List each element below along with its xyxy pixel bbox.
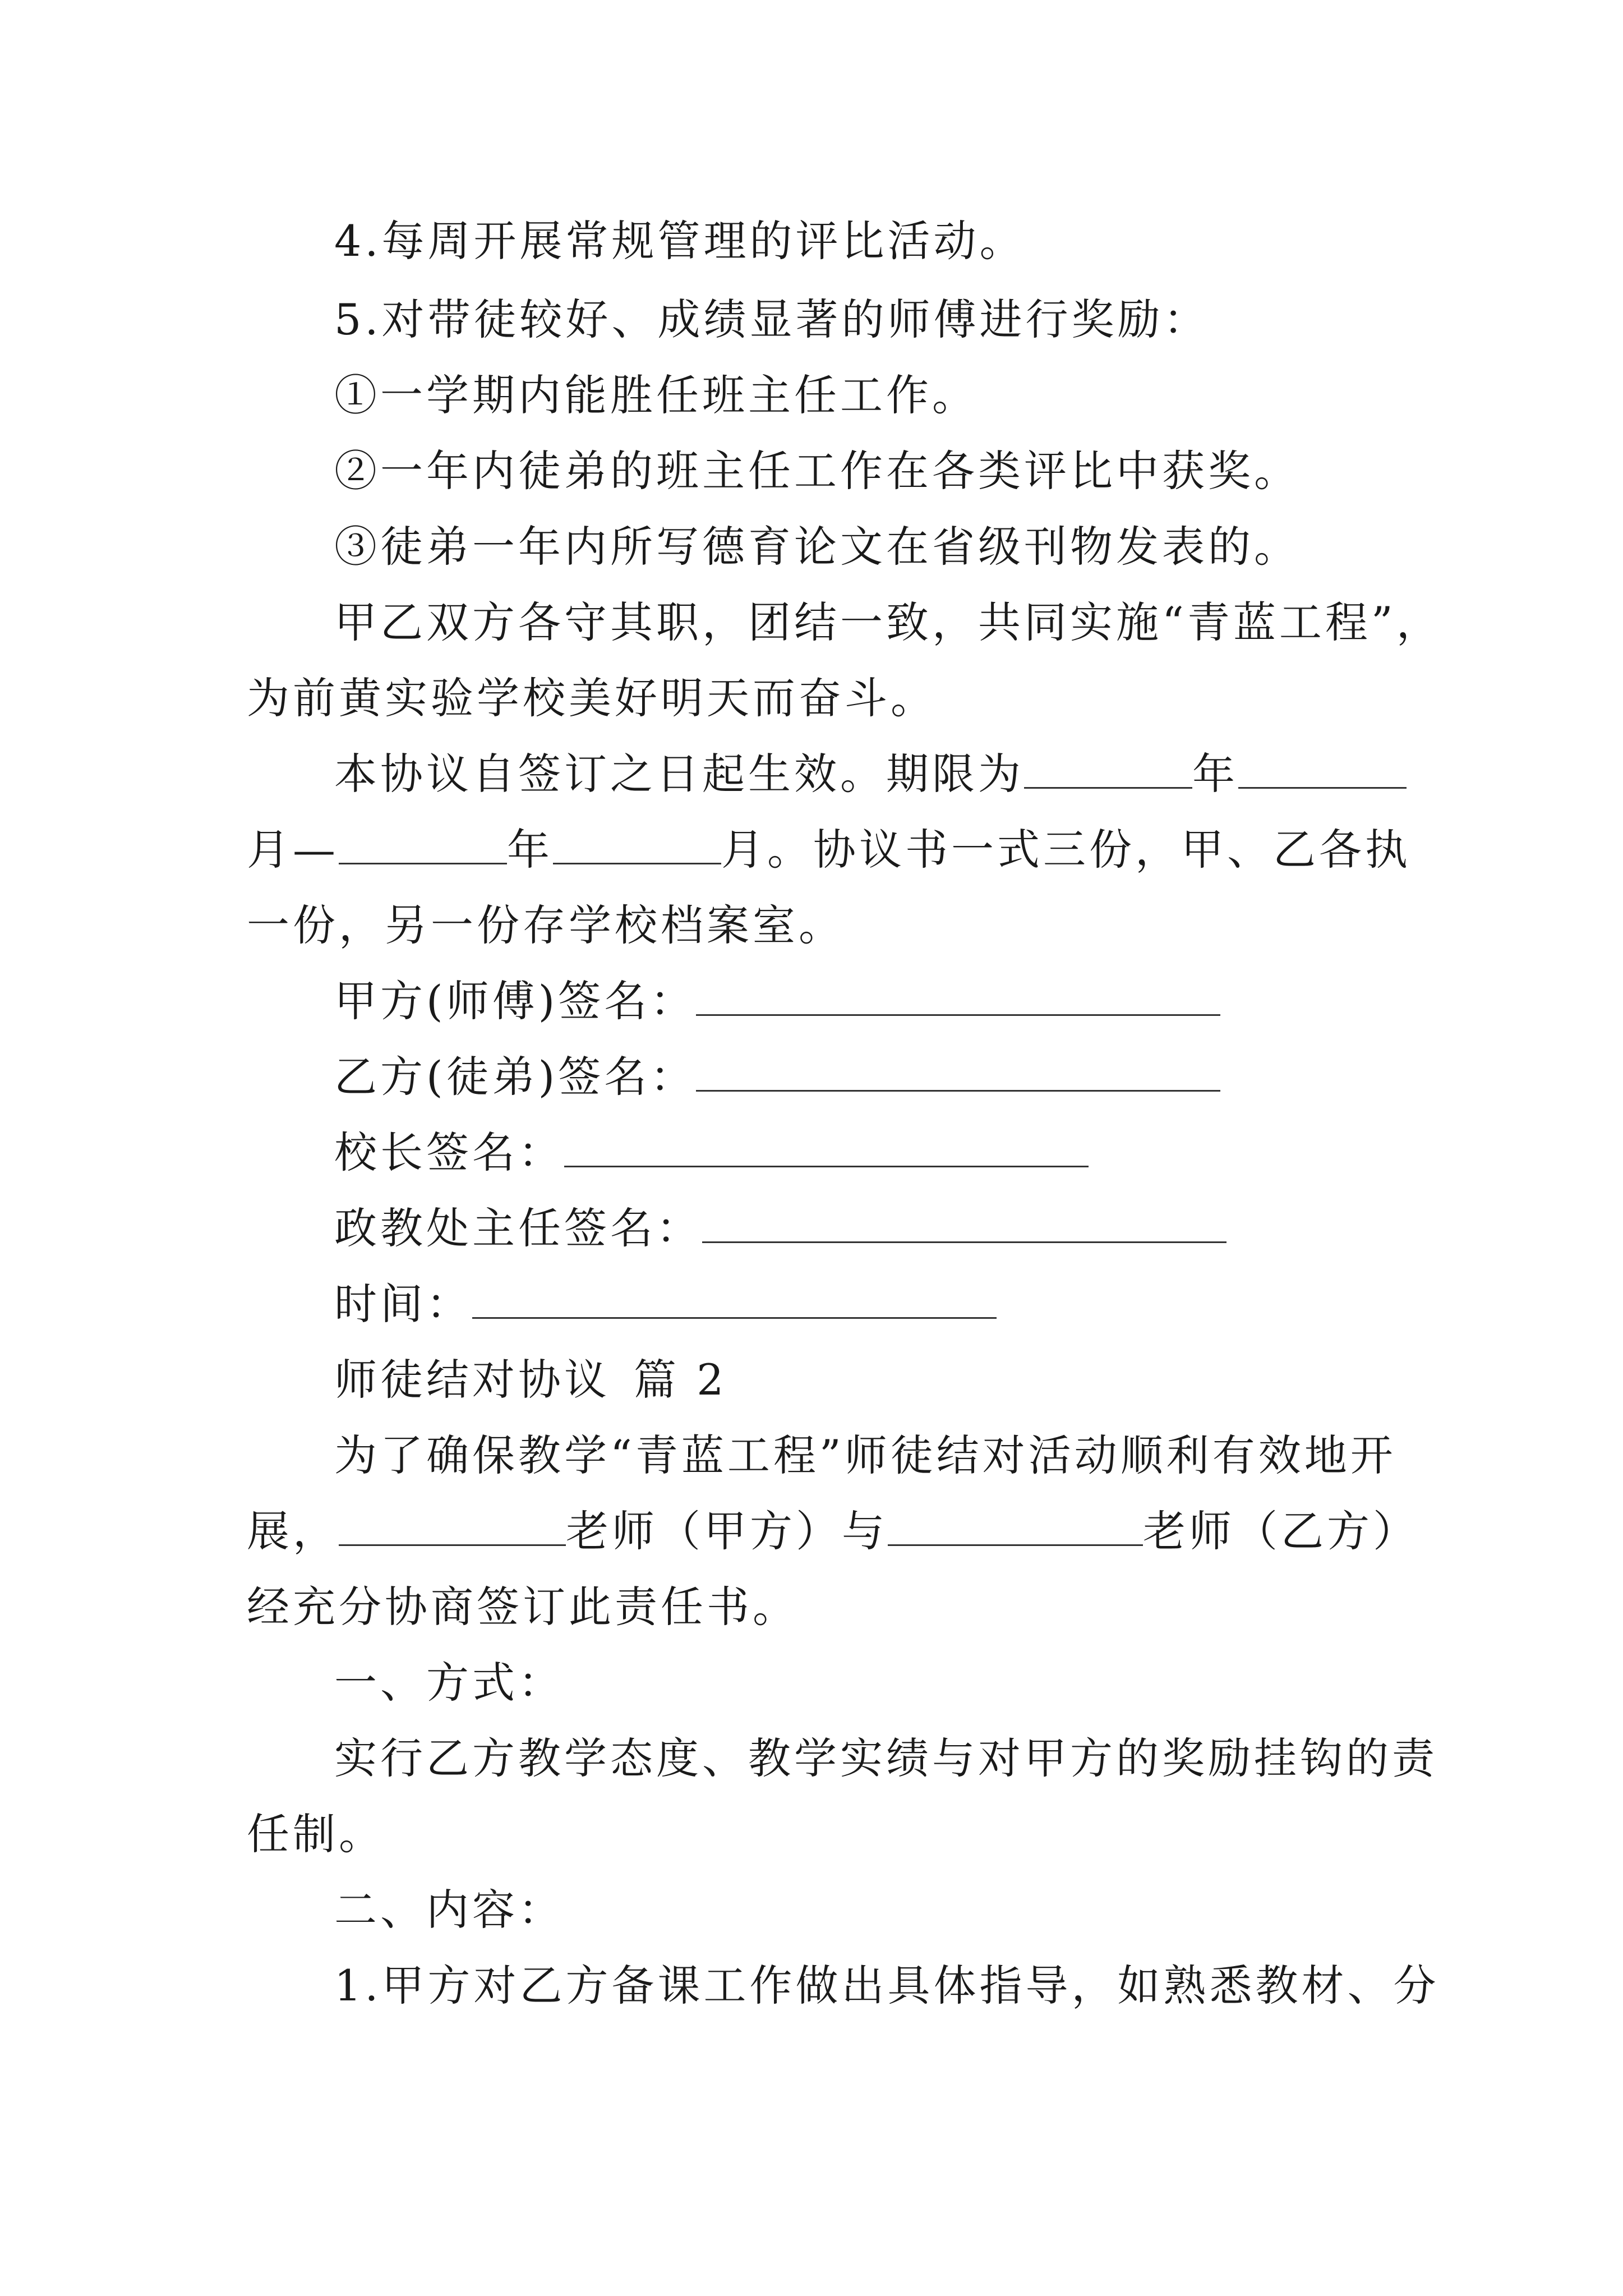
intro-line-2 bbox=[247, 1503, 1419, 1559]
closing-line-1: 甲乙双方各守其职，团结一致，共同实施“青蓝工程”， bbox=[334, 597, 1442, 647]
item-5: 5.对带徒较好、成绩显著的师傅进行奖励： bbox=[334, 295, 1210, 344]
term-line-3: 一份，另一份存学校档案室。 bbox=[247, 900, 845, 950]
teacher-a-name-field[interactable] bbox=[339, 1508, 566, 1546]
intro-start: 展， bbox=[247, 1506, 339, 1556]
blank-start-year[interactable] bbox=[1024, 751, 1192, 789]
term-text-2: 月。协议书一式三份，甲、乙各执 bbox=[721, 825, 1411, 875]
party-a-signature-field[interactable] bbox=[696, 978, 1220, 1016]
heading-method: 一、方式： bbox=[334, 1658, 564, 1708]
item-4: 4.每周开展常规管理的评比活动。 bbox=[334, 216, 1026, 266]
section-number: 篇 2 bbox=[634, 1355, 727, 1405]
term-year-1: 年 bbox=[1192, 749, 1238, 799]
party-a-label: 甲方(师傅)签名： bbox=[334, 976, 697, 1026]
teacher-b-name-field[interactable] bbox=[888, 1508, 1143, 1546]
director-signature bbox=[334, 1200, 1227, 1257]
method-line-1: 实行乙方教学态度、教学实绩与对甲方的奖励挂钩的责 bbox=[334, 1733, 1438, 1783]
sub-item-1: ①一学期内能胜任班主任工作。 bbox=[334, 370, 978, 420]
content-item-1: 1.甲方对乙方备课工作做出具体指导，如熟悉教材、分 bbox=[334, 1961, 1440, 2010]
sub-item-2: ②一年内徒弟的班主任工作在各类评比中获奖。 bbox=[334, 446, 1300, 496]
intro-line-1: 为了确保教学“青蓝工程”师徒结对活动顺利有效地开 bbox=[334, 1430, 1396, 1480]
date-label: 时间： bbox=[334, 1279, 472, 1329]
principal-signature-field[interactable] bbox=[564, 1130, 1089, 1167]
section-title: 师徒结对协议 bbox=[334, 1355, 610, 1405]
party-b-label: 乙方(徒弟)签名： bbox=[334, 1052, 697, 1102]
blank-end-year[interactable] bbox=[339, 827, 507, 864]
teacher-b-label: 老师（乙方） bbox=[1143, 1506, 1419, 1556]
term-line-2 bbox=[247, 822, 1411, 878]
term-line-1 bbox=[334, 746, 1407, 802]
director-signature-field[interactable] bbox=[702, 1205, 1227, 1243]
blank-start-month[interactable] bbox=[1238, 751, 1407, 789]
party-a-signature bbox=[334, 973, 1220, 1029]
principal-signature bbox=[334, 1125, 1089, 1181]
party-b-signature-field[interactable] bbox=[696, 1054, 1220, 1092]
sub-item-3: ③徒弟一年内所写德育论文在省级刊物发表的。 bbox=[334, 522, 1300, 572]
closing-line-2: 为前黄实验学校美好明天而奋斗。 bbox=[247, 673, 937, 723]
date-signature bbox=[334, 1276, 997, 1332]
blank-end-month[interactable] bbox=[553, 827, 721, 864]
party-b-signature bbox=[334, 1049, 1220, 1105]
section-2-title bbox=[334, 1352, 727, 1408]
term-year-2: 年 bbox=[507, 825, 553, 875]
term-text-1: 本协议自签订之日起生效。期限为 bbox=[334, 749, 1024, 799]
heading-content: 二、内容： bbox=[334, 1885, 564, 1935]
intro-line-3: 经充分协商签订此责任书。 bbox=[247, 1582, 799, 1632]
method-line-2: 任制。 bbox=[247, 1809, 385, 1859]
date-field[interactable] bbox=[472, 1281, 997, 1319]
principal-label: 校长签名： bbox=[334, 1128, 564, 1177]
teacher-a-label: 老师（甲方）与 bbox=[566, 1506, 888, 1556]
director-label: 政教处主任签名： bbox=[334, 1203, 702, 1253]
term-month-1: 月— bbox=[247, 825, 339, 875]
